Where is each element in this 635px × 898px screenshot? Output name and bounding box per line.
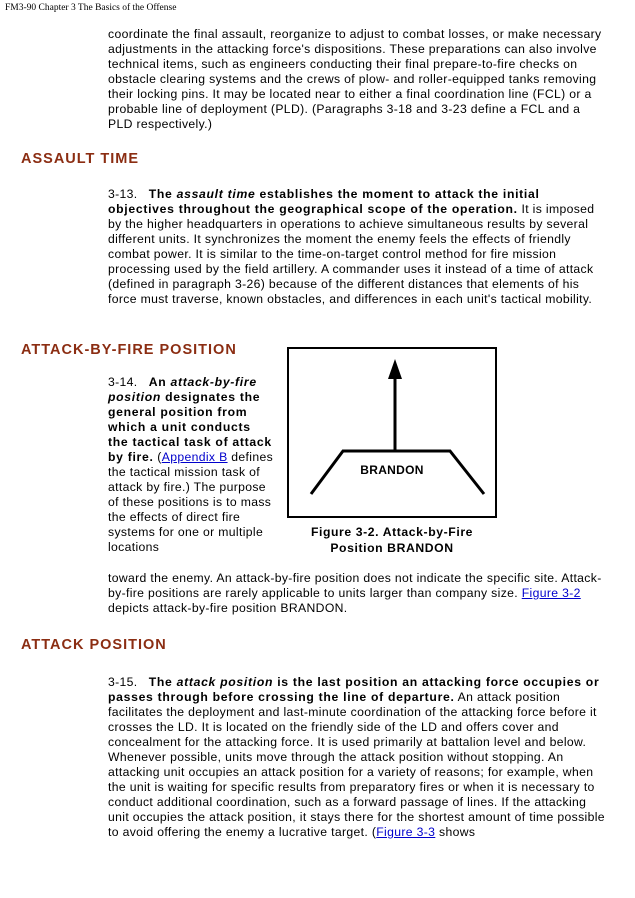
section-heading-attack-position: ATTACK POSITION bbox=[21, 637, 167, 653]
paragraph-body: An attack position facilitates the deployment and last-minute coordination of the attacking force before it crosses the LD. It is located on the friendly side of the LD and offers cover and concealment for the attacking force. It is used primarily at battalion level and below. Whenever possible, units move through the attack position without stopping. An attacking unit occupies an attack position for a variety of reasons; for example, when the unit is waiting for specific results from preparatory fires or when it is necessary to conduct additional coordination, such as a forward passage of lines. If the attacking unit occupies the attack position, it stays there for the shortest amount of time possible to avoid offering the enemy a lucrative target. ( bbox=[108, 690, 605, 839]
definition-lead: The assault time establishes the moment to attack the initial objectives throughout the geographical scope of the operation. bbox=[108, 187, 540, 216]
paragraph-3-14: 3-14. An attack-by-fire position designates the general position from which a unit conducts the tactical task of attack by fire. (Appendix B defines the tactical mission task of attack by fire.) The purpose of these positions is to mass the effects of direct fire systems for one or multiple locations bbox=[108, 375, 274, 554]
figure-3-2-link[interactable]: Figure 3-2 bbox=[521, 586, 581, 600]
figure-3-2-diagram bbox=[287, 347, 497, 518]
paragraph-body: It is imposed by the higher headquarters in operations to achieve simultaneous results by several different units. It synchronizes the moment the enemy feels the effects of friendly combat power. It is similar to the time-on-target control method for fire mission processing used by the field artillery. A commander uses it instead of a time of attack (defined in paragraph 3-26) because of the different distances that elements of his force must traverse, known obstacles, and differences in each unit's tactical mobility. bbox=[108, 202, 595, 306]
paragraph-3-13 bbox=[108, 187, 608, 307]
defined-term: assault time bbox=[176, 187, 256, 201]
section-heading-assault-time: ASSAULT TIME bbox=[21, 151, 140, 167]
intro-paragraph: coordinate the final assault, reorganize to adjust to combat losses, or make necessary adjustments in the attacking force's dispositions. These preparations can also involve technical items, such as engineers conducting their final prepare-to-fire checks on obstacle clearing systems and the crews of plow- and roller-equipped tanks removing their locking pins. It may be located near to either a final coordination line (FCL) or a probable line of deployment (PLD). (Paragraphs 3-18 and 3-23 define a FCL and a PLD respectively.) bbox=[108, 27, 602, 131]
paragraph-3-15: 3-15. The attack position is the last position an attacking force occupies or passes through before crossing the line of departure. An attack position facilitates the deployment and last-minute coordination of the attacking force before it crosses the LD. It is located on the friendly side of the LD and offers cover and concealment for the attacking force. It is used primarily at battalion level and below. Whenever possible, units move through the attack position without stopping. An attacking unit occupies an attack position for a variety of reasons; for example, when the unit is waiting for specific results from preparatory fires or when it is necessary to conduct additional coordination, such as a forward passage of lines. If the attacking unit occupies the attack position, it stays there for the shortest amount of time possible to avoid offering the enemy a lucrative target. (Figure 3-3 shows bbox=[108, 675, 605, 839]
defined-term: attack-by-fire position bbox=[108, 375, 257, 404]
appendix-b-link[interactable]: Appendix B bbox=[161, 450, 228, 464]
attack-direction-arrowhead bbox=[388, 359, 402, 379]
paragraph-number: 3-13. bbox=[108, 187, 138, 201]
definition-lead: The attack position is the last position an attacking force occupies or passes through before crossing the line of departure. bbox=[108, 675, 600, 704]
running-header: FM3-90 Chapter 3 The Basics of the Offense bbox=[5, 3, 177, 13]
defined-term: attack position bbox=[176, 675, 274, 689]
attack-by-fire-position-symbol bbox=[289, 349, 495, 516]
paragraph-3-14-continuation: toward the enemy. An attack-by-fire position does not indicate the specific site. Attack-by-fire positions are rarely applicable to units larger than company size. Figure 3-2 depicts attack-by-fire position BRANDON. bbox=[108, 571, 602, 615]
figure-caption: Figure 3-2. Attack-by-Fire Position BRANDON bbox=[310, 525, 474, 555]
paragraph-number: 3-15. bbox=[108, 675, 138, 689]
figure-3-3-link[interactable]: Figure 3-3 bbox=[376, 825, 436, 839]
position-label: BRANDON bbox=[360, 463, 424, 477]
paragraph-number: 3-14. bbox=[108, 375, 138, 389]
definition-lead: An attack-by-fire position designates the general position from which a unit conducts the tactical task of attack by fire. bbox=[108, 375, 272, 464]
section-heading-attack-by-fire-position: ATTACK-BY-FIRE POSITION bbox=[21, 342, 237, 358]
